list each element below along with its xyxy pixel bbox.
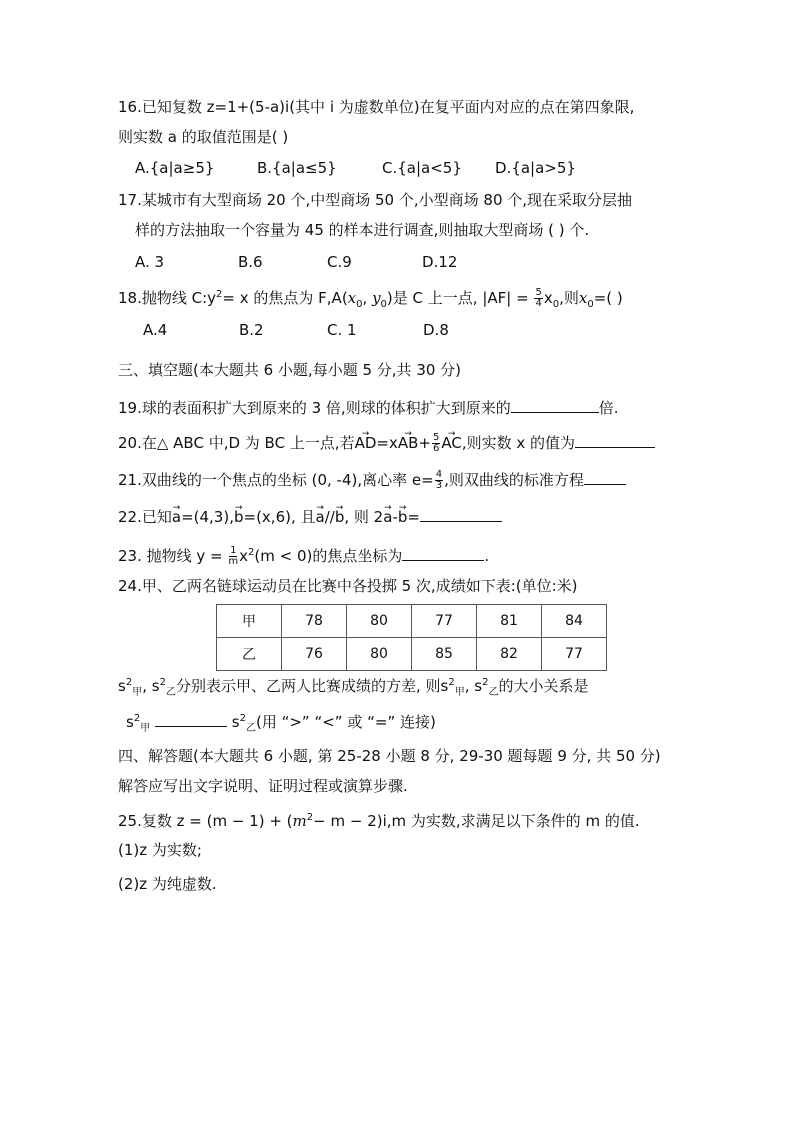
section4-note: 解答应写出文字说明、证明过程或演算步骤.: [118, 777, 408, 795]
q22-vector-b-2: → b: [335, 507, 345, 527]
q18-x0-final: x: [578, 289, 588, 307]
q18-option-d: D.8: [423, 321, 449, 339]
q25-text-post: − m − 2)i,m 为实数,求满足以下条件的 m 的值.: [313, 812, 640, 830]
q18-x0-sub: 0: [356, 299, 363, 310]
q22-vector-b: → b: [234, 507, 244, 527]
table-cell: 78: [282, 605, 347, 638]
q18-text-mid: = x 的焦点为 F,A(: [222, 289, 348, 307]
q23-frac-num: 1: [230, 545, 237, 556]
q24-sub-yi: 乙: [165, 687, 176, 698]
table-cell: 84: [542, 605, 607, 638]
q20-fraction: [432, 433, 440, 454]
q18-comma: ,: [362, 289, 373, 307]
q16-options: [135, 158, 695, 178]
q23-sup: 2: [248, 547, 255, 558]
q24-sup: 2: [133, 713, 141, 724]
q22-blank: [420, 507, 502, 522]
table-cell: 80: [347, 605, 412, 638]
q23-line: [118, 543, 489, 567]
table-cell: 77: [542, 638, 607, 671]
q18-option-c: C. 1: [327, 321, 357, 339]
q18-x0: x: [347, 289, 357, 307]
q24-sub-jia-2: 甲: [454, 687, 465, 698]
q19-line: [118, 398, 619, 418]
q18-fraction: [534, 288, 542, 309]
q24-line2: $s^2_甲$, $s^2_乙$分别表示甲、乙两人比赛成绩的方差, 则$s^2_甲$, $s^2_乙$的大小关系是: [118, 677, 589, 698]
q25-part2: (2)z 为纯虚数.: [118, 875, 217, 893]
section3-heading: 三、填空题(本大题共 6 小题,每小题 5 分,共 30 分): [118, 361, 462, 379]
q21-frac-num: 4: [435, 469, 443, 480]
q22-parallel: //: [324, 508, 335, 526]
q16-option-c: C.{a|a<5}: [382, 159, 462, 177]
q16-line2: 则实数 a 的取值范围是( ): [118, 128, 289, 146]
q17-line1: 17.某城市有大型商场 20 个,中型商场 50 个,小型商场 80 个,现在采取分层抽: [118, 191, 633, 209]
q23-tail: .: [484, 547, 490, 565]
q22-vector-b-3: → b: [398, 507, 408, 527]
q21-blank: [584, 470, 626, 485]
q24-s-yi: s: [151, 677, 160, 695]
q24-sub-yi-2: 乙: [488, 687, 499, 698]
q24-sup: 2: [125, 677, 133, 688]
q22-text-pre: 22.已知: [118, 508, 172, 526]
q20-vector-ad: → AD: [355, 433, 377, 453]
q22-vector-a-2: → a: [316, 507, 325, 527]
q20-text-pre: 20.在△ ABC 中,D 为 BC 上一点,若: [118, 434, 355, 452]
q18-frac-den: 4: [535, 298, 542, 309]
q25-part1: (1)z 为实数;: [118, 841, 202, 859]
q17-option-b: B.6: [238, 253, 263, 271]
q18-option-b: B.2: [239, 321, 264, 339]
q24-sup: 2: [239, 713, 246, 724]
q18-line: [118, 285, 623, 315]
section4-heading: 四、解答题(本大题共 6 小题, 第 25-28 小题 8 分, 29-30 题每题 9 分, 共 50 分): [118, 747, 661, 765]
q20-frac-num: 5: [433, 432, 440, 443]
q20-text-post: ,则实数 x 的值为: [461, 434, 576, 452]
q17-option-a: A. 3: [135, 253, 165, 271]
table-cell: 81: [477, 605, 542, 638]
q23-frac-den: m: [228, 556, 239, 567]
q18-frac-num: 5: [535, 287, 542, 298]
q22-vector-a: → a: [172, 507, 181, 527]
q18-y0: y: [372, 289, 381, 307]
q21-line: [118, 470, 626, 491]
table-cell: 82: [477, 638, 542, 671]
q21-frac-den: 3: [435, 480, 443, 491]
q21-text-pre: 21.双曲线的一个焦点的坐标 (0, -4),离心率 e=: [118, 471, 434, 489]
q24-blank: [155, 712, 227, 727]
q24-text-3: (用 “>” “<” 或 “=” 连接): [255, 713, 436, 731]
q24-sub-jia-3: 甲: [140, 723, 151, 734]
q19-blank: [511, 398, 599, 413]
q17-option-d: D.12: [422, 253, 458, 271]
q25-line: [118, 808, 640, 831]
q18-x0-final-sub: 0: [587, 299, 594, 310]
q22-a-value: =(4,3),: [181, 508, 234, 526]
q24-sup: 2: [448, 677, 455, 688]
q22-then: , 则 2: [344, 508, 384, 526]
q18-tail: =( ): [593, 289, 623, 307]
q20-plus: +: [418, 434, 431, 452]
q24-s-jia-3: s: [126, 713, 134, 731]
q17-option-c: C.9: [327, 253, 352, 271]
q16-line1: 16.已知复数 z=1+(5-a)i(其中 i 为虚数单位)在复平面内对应的点在第四象限,: [118, 98, 635, 116]
q20-blank: [575, 433, 655, 448]
q24-sub-yi-3: 乙: [245, 723, 256, 734]
table-row: [217, 638, 607, 671]
q18-then: ,则: [559, 289, 579, 307]
q22-vector-a-3: → a: [383, 507, 392, 527]
q23-text-pre: 23. 抛物线 y =: [118, 547, 223, 565]
table-cell: 甲: [217, 605, 282, 638]
q24-sup: 2: [159, 677, 166, 688]
q17-options: [135, 252, 695, 272]
q23-fraction: [228, 546, 238, 567]
q19-text: 19.球的表面积扩大到原来的 3 倍,则球的体积扩大到原来的: [118, 399, 511, 417]
q22-line: [118, 507, 502, 527]
q20-eq: =x: [376, 434, 398, 452]
table-cell: 乙: [217, 638, 282, 671]
q25-sup: 2: [306, 812, 314, 823]
q24-text-2a: 分别表示甲、乙两人比赛成绩的方差, 则: [175, 677, 441, 695]
q24-s-yi-3: s: [231, 713, 240, 731]
table-cell: 77: [412, 605, 477, 638]
q25-text-pre: 25.复数 z = (m − 1) + (: [118, 812, 293, 830]
q20-frac-den: 6: [433, 443, 440, 454]
table-cell: 76: [282, 638, 347, 671]
q24-line1: 24.甲、乙两名链球运动员在比赛中各投掷 5 次,成绩如下表:(单位:米): [118, 577, 578, 595]
q24-text-2b: 的大小关系是: [498, 677, 589, 695]
q23-blank: [402, 546, 484, 561]
q19-tail: 倍.: [598, 399, 619, 417]
q23-x: x: [239, 547, 249, 565]
q18-y0-sub: 0: [380, 299, 387, 310]
q18-text-mid2: )是 C 上一点, |AF| =: [386, 289, 529, 307]
q25-m: m: [292, 812, 307, 830]
q16-option-d: D.{a|a>5}: [495, 159, 576, 177]
q24-sup: 2: [482, 677, 489, 688]
q24-sub-jia: 甲: [132, 687, 143, 698]
q24-line3: [126, 709, 436, 739]
q18-options: [143, 320, 563, 340]
q17-line2: 样的方法抽取一个容量为 45 的样本进行调查,则抽取大型商场 ( ) 个.: [135, 221, 590, 239]
table-cell: 80: [347, 638, 412, 671]
q22-eq: =: [407, 508, 420, 526]
q24-s-jia-2: s: [440, 677, 449, 695]
q21-fraction: [435, 470, 443, 491]
q20-vector-ac: → AC: [441, 433, 461, 453]
table-cell: 85: [412, 638, 477, 671]
table-row: [217, 605, 607, 638]
q18-option-a: A.4: [143, 321, 168, 339]
q23-text-cond: (m < 0)的焦点坐标为: [254, 547, 403, 565]
q20-line: [118, 433, 655, 454]
q18-x0-again-sub: 0: [552, 299, 560, 310]
q20-vector-ab: → AB: [398, 433, 419, 453]
q24-scores-table: [216, 604, 607, 671]
q21-text-post: ,则双曲线的标准方程: [444, 471, 584, 489]
q22-b-value: =(x,6), 且: [243, 508, 316, 526]
q18-sup: 2: [216, 289, 223, 300]
q18-text-pre: 18.抛物线 C:y: [118, 289, 217, 307]
q16-option-a: A.{a|a≥5}: [135, 159, 215, 177]
q24-s-jia: s: [118, 677, 126, 695]
q22-minus: -: [392, 508, 398, 526]
q18-x0-again: x: [543, 289, 553, 307]
q16-option-b: B.{a|a≤5}: [257, 159, 337, 177]
q24-s-yi-2: s: [474, 677, 483, 695]
